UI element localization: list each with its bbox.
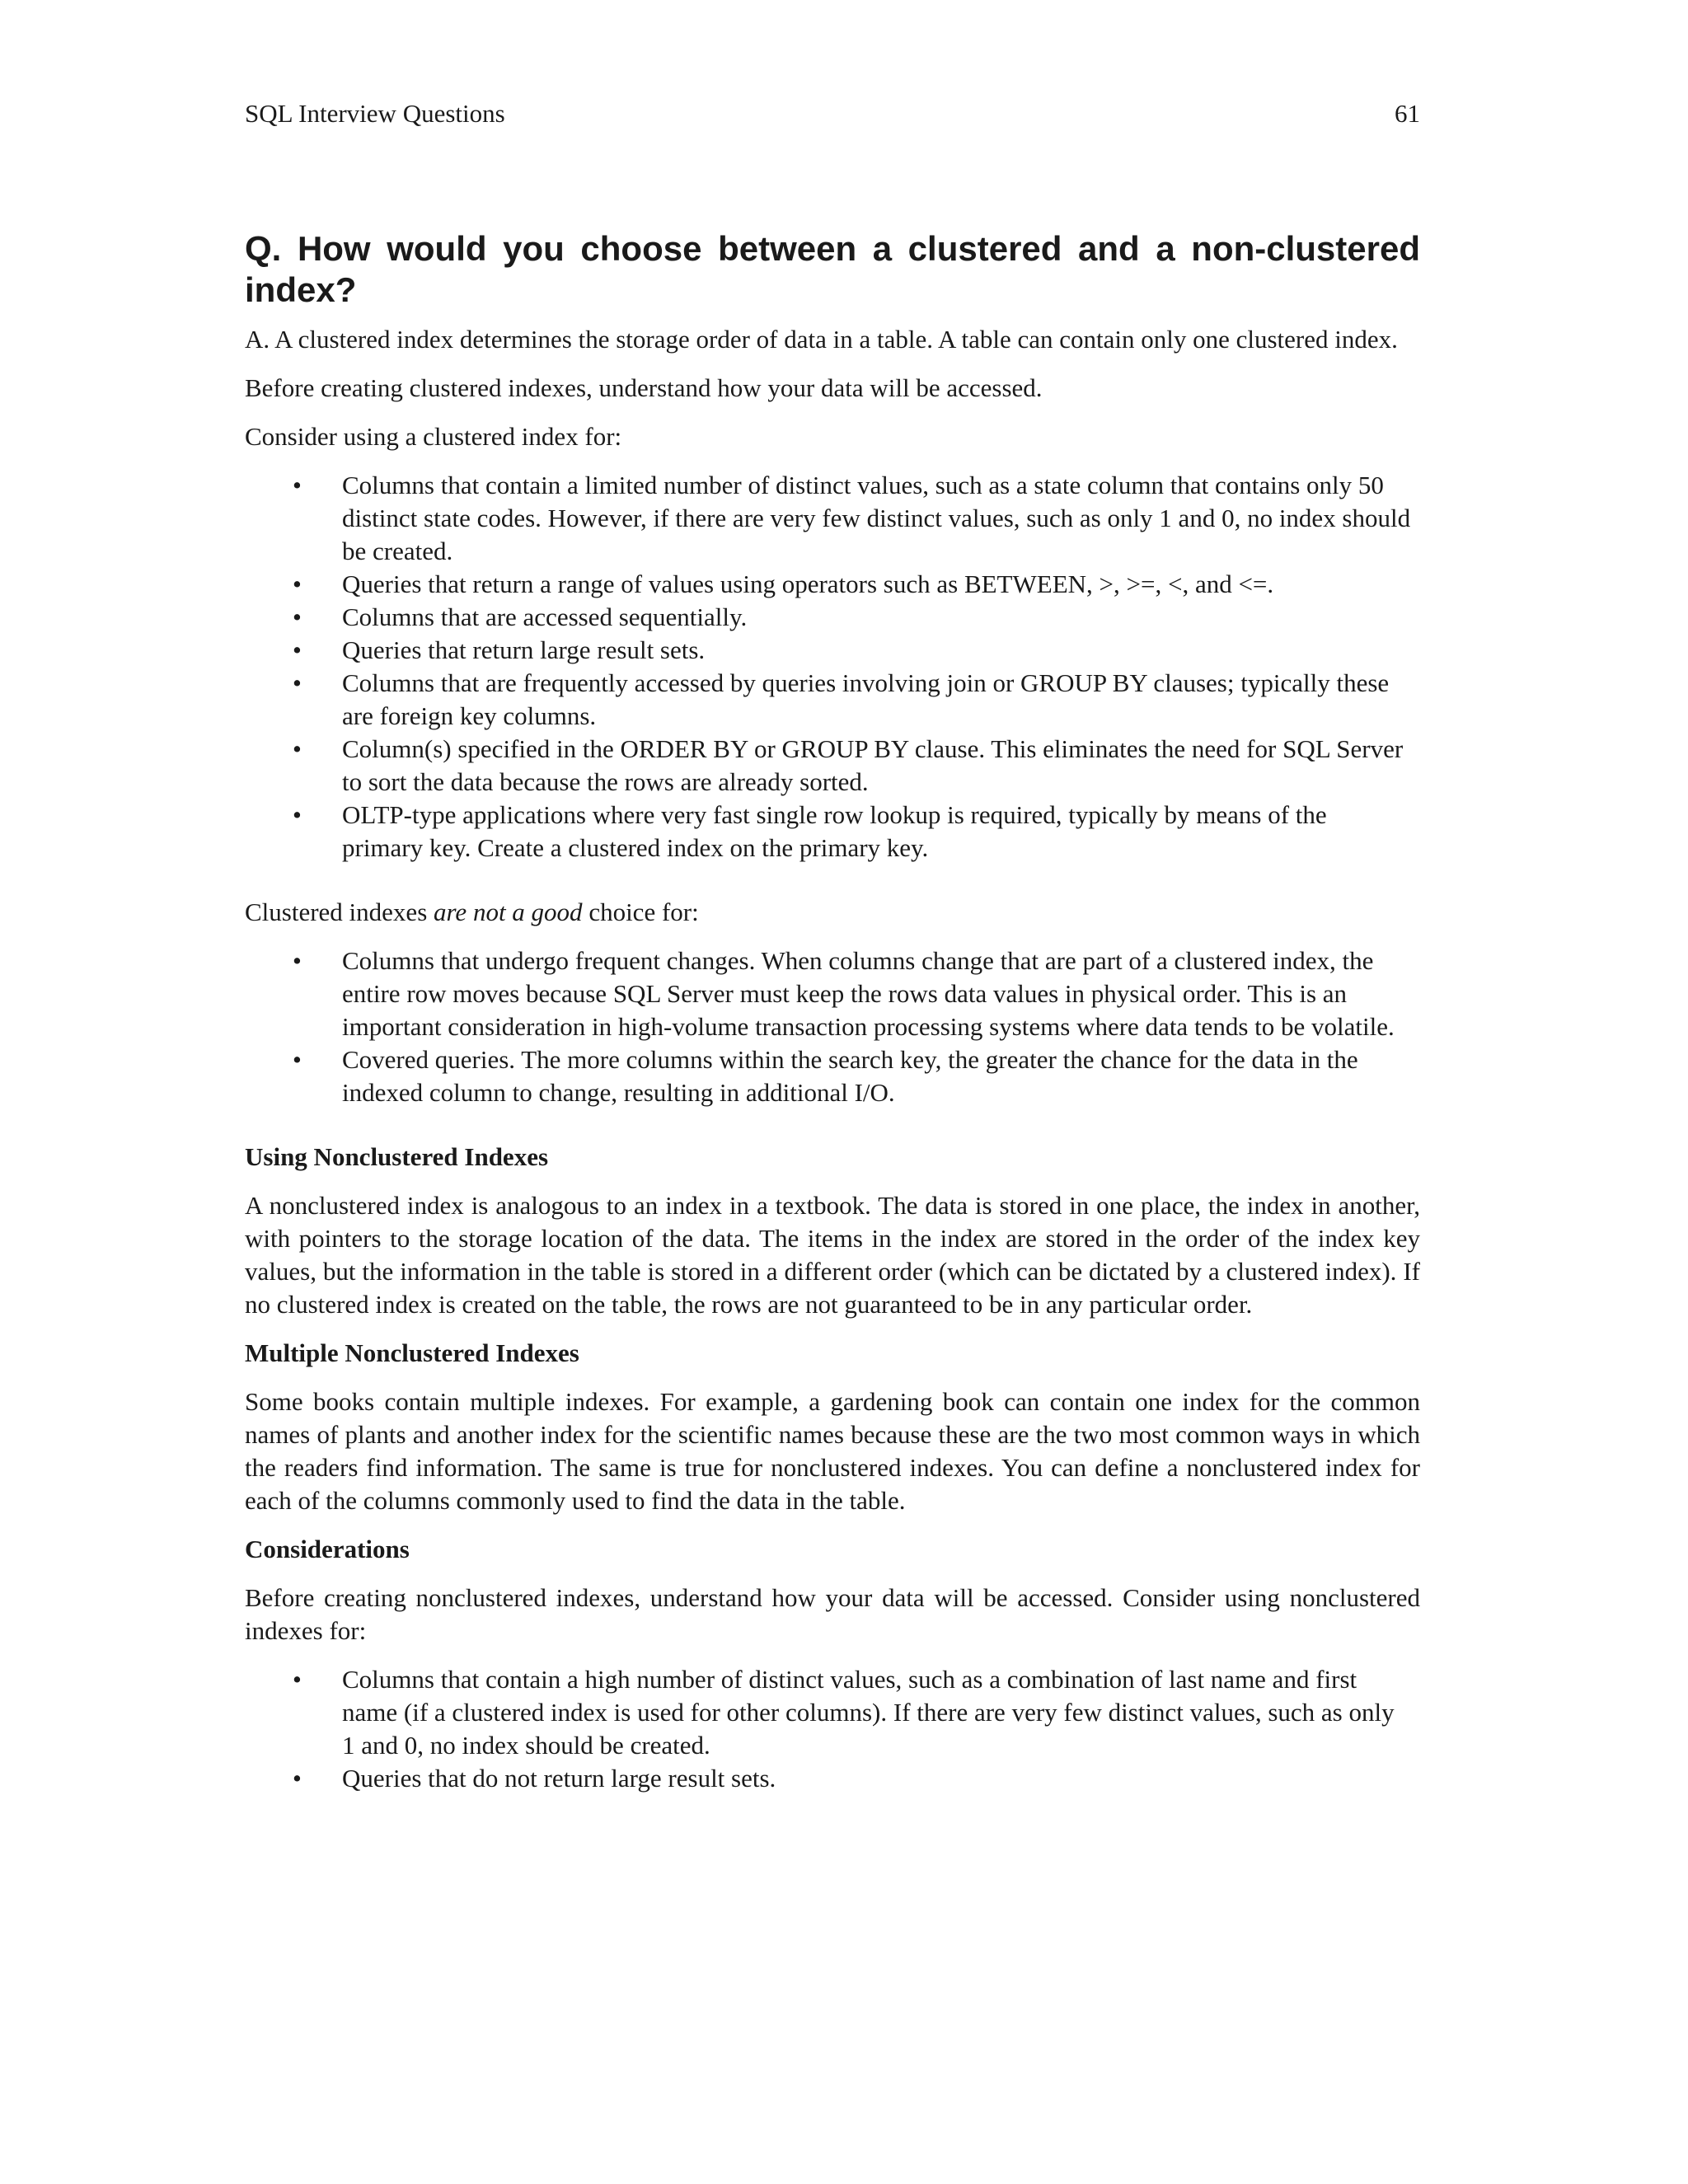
- not-good-emphasis: are not a good: [434, 898, 583, 926]
- bullet-icon: •: [293, 1764, 302, 1793]
- page-content: [245, 228, 1420, 1826]
- list-item: [245, 944, 1420, 1043]
- answer-intro: A. A clustered index determines the storage order of data in a table. A table can contain only one clustered index.: [245, 325, 1398, 354]
- page-number: 61: [1395, 99, 1420, 128]
- bullet-icon: •: [293, 635, 302, 664]
- bullet-icon: •: [293, 569, 302, 598]
- considerations-text: Before creating nonclustered indexes, understand how your data will be accessed. Consider using nonclustered indexes for:: [245, 1583, 1420, 1645]
- nonclustered-heading: Using Nonclustered Indexes: [245, 1142, 549, 1171]
- bullet-icon: •: [293, 1045, 302, 1074]
- nonclustered-uses-list: [245, 1663, 1420, 1795]
- list-item: [245, 667, 1420, 733]
- multiple-nonclustered-heading: Multiple Nonclustered Indexes: [245, 1338, 579, 1367]
- not-good-suffix: choice for:: [582, 898, 699, 926]
- list-item-text: Columns that are frequently accessed by queries involving join or GROUP BY clauses; typically these are foreign key columns.: [342, 668, 1390, 730]
- bullet-icon: •: [293, 471, 302, 499]
- list-item-text: Columns that are accessed sequentially.: [342, 602, 748, 631]
- list-item: [245, 1043, 1420, 1109]
- bullet-icon: •: [293, 734, 302, 763]
- list-item-text: Queries that return large result sets.: [342, 635, 706, 664]
- list-item: [245, 1663, 1420, 1762]
- list-item-text: Column(s) specified in the ORDER BY or GROUP BY clause. This eliminates the need for SQL Server to sort the data because the rows are already sorted.: [342, 734, 1404, 796]
- list-item: [245, 601, 1420, 634]
- bullet-icon: •: [293, 800, 302, 829]
- list-item: [245, 634, 1420, 667]
- multiple-nonclustered-text: Some books contain multiple indexes. For example, a gardening book can contain one index for the common names of plants and another index for the scientific names because these are the two most common ways in which the readers find information. The same is true for nonclustered indexes. You can define a nonclustered index for each of the columns commonly used to find the data in the table.: [245, 1387, 1420, 1515]
- considerations-heading: Considerations: [245, 1535, 410, 1563]
- nonclustered-text: A nonclustered index is analogous to an index in a textbook. The data is stored in one place, the index in another, with pointers to the storage location of the data. The items in the index are stored in the order of the index key values, but the information in the table is stored in a different order (which can be dictated by a clustered index). If no clustered index is created on the table, the rows are not guaranteed to be in any particular order.: [245, 1191, 1420, 1319]
- bullet-icon: •: [293, 668, 302, 697]
- not-good-prefix: Clustered indexes: [245, 898, 434, 926]
- header-title: SQL Interview Questions: [245, 99, 505, 128]
- list-item: [245, 1762, 1420, 1795]
- bullet-icon: •: [293, 946, 302, 975]
- clustered-uses-list: [245, 469, 1420, 865]
- list-item-text: Covered queries. The more columns within the search key, the greater the chance for the data in the indexed column to change, resulting in additional I/O.: [342, 1045, 1358, 1107]
- list-item-text: OLTP-type applications where very fast single row lookup is required, typically by means of the primary key. Create a clustered index on the primary key.: [342, 800, 1327, 862]
- list-item-text: Columns that contain a limited number of distinct values, such as a state column that contains only 50 distinct state codes. However, if there are very few distinct values, such as only 1 and 0, no index should be created.: [342, 471, 1411, 565]
- list-item: [245, 799, 1420, 865]
- list-item-text: Queries that do not return large result sets.: [342, 1764, 776, 1793]
- not-good-choice-text: [245, 896, 1420, 929]
- list-item: [245, 469, 1420, 568]
- list-item-text: Columns that contain a high number of distinct values, such as a combination of last name and first name (if a clustered index is used for other columns). If there are very few distinct values, such as only 1 and 0, no index should be created.: [342, 1665, 1395, 1760]
- list-item: [245, 733, 1420, 799]
- list-item-text: Columns that undergo frequent changes. When columns change that are part of a clustered index, the entire row moves because SQL Server must keep the rows data values in physical order. This is an important consideration in high-volume transaction processing systems where data tends to be volatile.: [342, 946, 1395, 1041]
- list-item: [245, 568, 1420, 601]
- running-header: [245, 97, 1420, 130]
- question-heading: Q. How would you choose between a clustered and a non-clustered index?: [245, 229, 1420, 309]
- clustered-avoid-list: [245, 944, 1420, 1109]
- bullet-icon: •: [293, 1665, 302, 1694]
- bullet-icon: •: [293, 602, 302, 631]
- consider-clustered-text: Consider using a clustered index for:: [245, 422, 622, 451]
- before-clustered-text: Before creating clustered indexes, understand how your data will be accessed.: [245, 373, 1043, 402]
- list-item-text: Queries that return a range of values using operators such as BETWEEN, >, >=, <, and <=.: [342, 569, 1274, 598]
